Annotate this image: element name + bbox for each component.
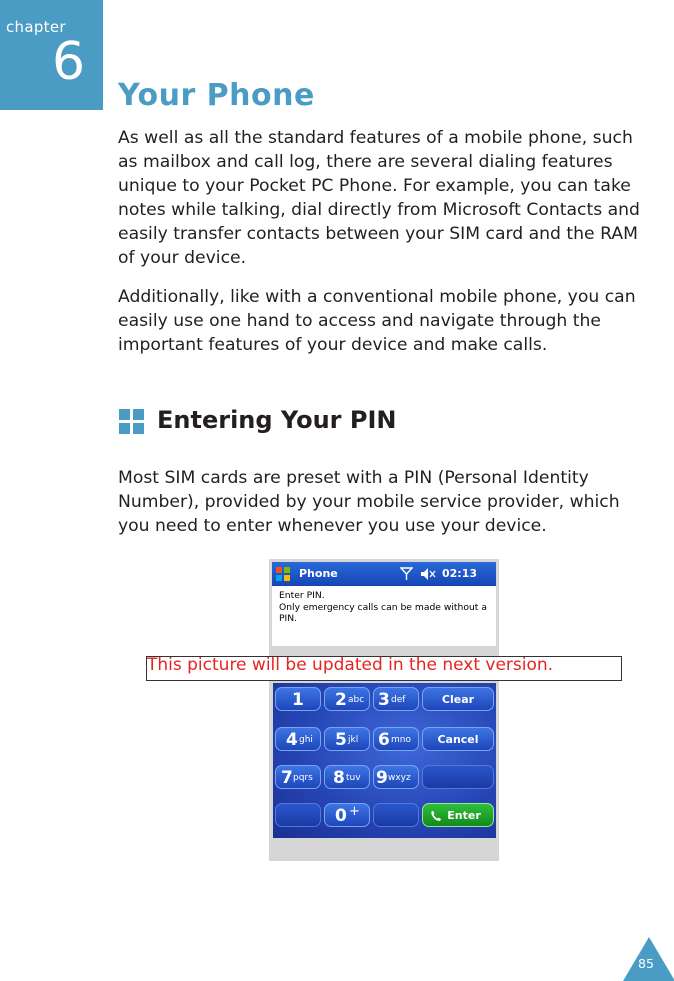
prompt-line: PIN. [279,613,298,624]
enter-key[interactable]: Enter [422,803,494,827]
prompt-line: Enter PIN. [279,590,325,601]
page-title: Your Phone [118,78,315,113]
intro-paragraph: As well as all the standard features of a mobile phone, such as mailbox and call log, there are several dialing features unique to your Pocket PC Phone. For example, you can take notes while talking, dial directly from Microsoft Contacts and easily transfer contacts between your SIM card and the RAM of your device. [118,128,640,268]
additional-paragraph: Additionally, like with a conventional mobile phone, you can easily use one hand to access and navigate through the important features of your device and make calls. [118,287,636,355]
four-squares-icon [119,409,144,434]
clear-key[interactable]: Clear [422,687,494,711]
key-7[interactable]: 7 pqrs [275,765,321,789]
phone-screen-top [272,562,496,646]
phone-titlebar [272,562,496,586]
key-1[interactable]: 1 [275,687,321,711]
dial-keypad [273,683,496,838]
blank-key[interactable] [422,765,494,789]
key-3[interactable]: 3 def [373,687,419,711]
key-2[interactable]: 2 abc [324,687,370,711]
key-4[interactable]: 4 ghi [275,727,321,751]
pin-prompt [279,590,493,625]
blank-key[interactable] [275,803,321,827]
speaker-icon[interactable] [420,567,436,581]
key-6[interactable]: 6 mno [373,727,419,751]
prompt-line: Only emergency calls can be made without a [279,601,487,613]
windows-start-icon[interactable] [275,566,291,582]
key-9[interactable]: 9 wxyz [373,765,419,789]
blank-key[interactable] [373,803,419,827]
chapter-number: 6 [52,32,86,92]
titlebar-time: 02:13 [442,567,478,580]
signal-icon[interactable] [400,567,413,581]
pin-paragraph: Most SIM cards are preset with a PIN (Personal Identity Number), provided by your mobile service provider, which you need to enter whenever you use your device. [118,468,620,536]
update-notice-text: This picture will be updated in the next version. [147,655,554,675]
chapter-label: chapter [6,18,66,36]
section-title: Entering Your PIN [157,406,397,434]
titlebar-app-name: Phone [299,567,338,580]
update-notice [146,656,622,681]
key-5[interactable]: 5 jkl [324,727,370,751]
key-8[interactable]: 8 tuv [324,765,370,789]
key-0[interactable]: 0 + [324,803,370,827]
cancel-key[interactable]: Cancel [422,727,494,751]
chapter-tab [0,0,103,110]
page-number: 85 [638,956,654,971]
